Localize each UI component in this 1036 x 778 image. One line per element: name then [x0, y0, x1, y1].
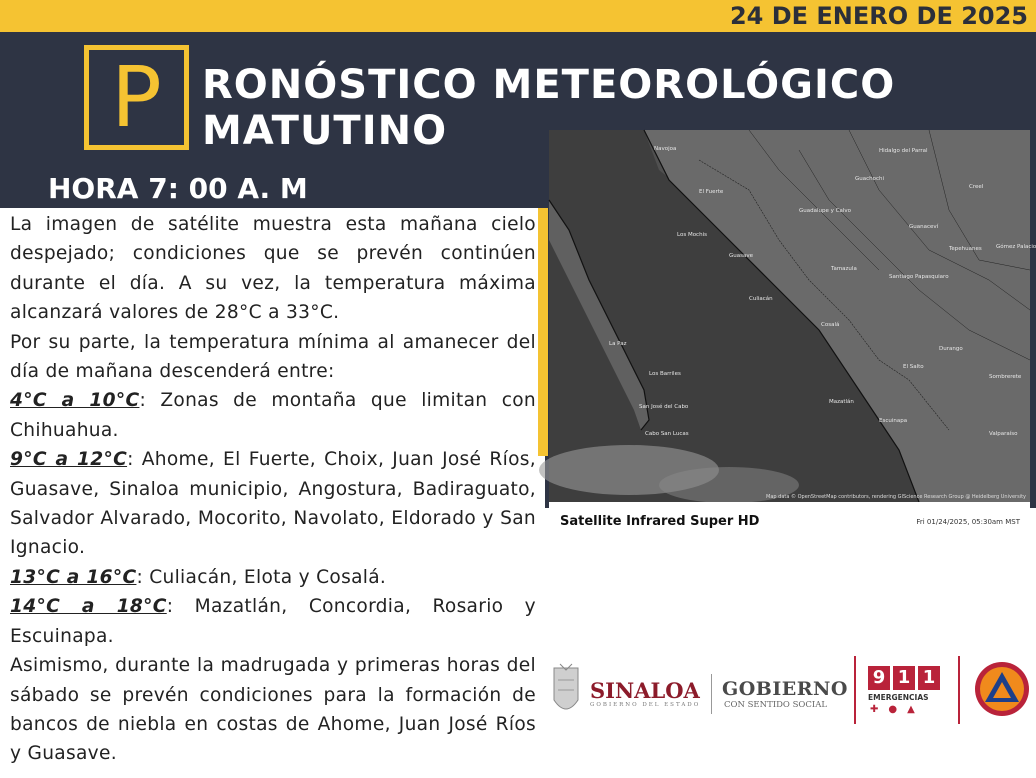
svg-text:El Salto: El Salto: [903, 364, 924, 370]
range-zones: : Ahome, El Fuerte, Choix, Juan José Ríos, Guasave, Sinaloa municipio, Angostura, Badiraguato, Salvador Alvarado, Mocorito, Navolato, Eldorado y San Ignacio.: [10, 449, 536, 559]
title-line-1: RONÓSTICO METEOROLÓGICO: [202, 62, 896, 108]
logo-divider: [711, 674, 712, 714]
civil-protection-icon: [973, 660, 1031, 718]
range-item: [10, 563, 536, 592]
range-zones: : Culiacán, Elota y Cosalá.: [136, 566, 387, 588]
report-date: 24 DE ENERO DE 2025: [729, 2, 1028, 30]
range-item: [10, 386, 536, 445]
title-initial-box: [84, 45, 189, 150]
forecast-time: HORA 7: 00 A. M: [48, 172, 308, 205]
svg-text:Navojoa: Navojoa: [654, 146, 677, 152]
map-credit: Map data © OpenStreetMap contributors, rendering GIScience Research Group @ Heidelberg University: [766, 494, 1026, 500]
svg-text:Tepehuanes: Tepehuanes: [949, 246, 982, 252]
svg-text:Guadalupe y Calvo: Guadalupe y Calvo: [799, 208, 851, 214]
emergency-label: EMERGENCIAS: [868, 693, 929, 702]
range-value: 14°C a 18°C: [10, 596, 167, 618]
emergency-digit: 1: [893, 666, 915, 690]
emergency-number: [868, 666, 940, 690]
sinaloa-subtitle: GOBIERNO DEL ESTADO: [590, 702, 701, 708]
satellite-timestamp: Fri 01/24/2025, 05:30am MST: [916, 518, 1020, 526]
svg-text:San José del Cabo: San José del Cabo: [639, 404, 689, 410]
logo-footer: [548, 652, 1036, 730]
title-line-2: MATUTINO: [202, 108, 448, 154]
svg-text:Gómez Palacio: Gómez Palacio: [996, 244, 1036, 250]
range-zones: : Mazatlán, Concordia, Rosario y Escuinapa.: [10, 596, 536, 647]
range-item: [10, 445, 536, 563]
svg-text:Tamazula: Tamazula: [831, 266, 857, 272]
title-initial: P: [111, 48, 162, 146]
paragraph-sky: La imagen de satélite muestra esta mañana cielo despejado; condiciones que se prevén continúen durante el día. A su vez, la temperatura máxima alcanzará valores de 28°C a 33°C.: [10, 214, 536, 324]
svg-text:Los Barriles: Los Barriles: [649, 371, 681, 377]
svg-text:La Paz: La Paz: [609, 341, 627, 347]
svg-text:Hidalgo del Parral: Hidalgo del Parral: [879, 148, 928, 154]
svg-text:Cosalá: Cosalá: [821, 322, 840, 328]
range-zones: : Zonas de montaña que limitan con Chihuahua.: [10, 390, 536, 441]
satellite-map: [549, 130, 1036, 502]
svg-text:Durango: Durango: [939, 346, 963, 352]
range-item: [10, 592, 536, 651]
range-value: 13°C a 16°C: [10, 566, 137, 588]
logo-divider: [958, 656, 960, 724]
range-value: 9°C a 12°C: [10, 449, 128, 471]
svg-text:Culiacán: Culiacán: [749, 296, 773, 302]
satellite-image: [549, 130, 1036, 502]
top-date-band: [0, 0, 1036, 32]
satellite-caption: Satellite Infrared Super HD: [560, 514, 760, 529]
forecast-text: [10, 210, 536, 769]
paragraph-fog: Asimismo, durante la madrugada y primeras horas del sábado se prevén condiciones para la formación de bancos de niebla en costas de Ahome, Juan José Ríos y Guasave.: [10, 655, 536, 765]
state-shield-icon: [550, 662, 582, 720]
svg-text:Escuinapa: Escuinapa: [879, 418, 908, 424]
svg-text:Mazatlán: Mazatlán: [829, 399, 854, 405]
svg-text:Guanaceví: Guanaceví: [909, 224, 939, 230]
svg-text:Los Mochis: Los Mochis: [677, 232, 707, 238]
svg-text:El Fuerte: El Fuerte: [699, 189, 724, 195]
svg-text:Guachochi: Guachochi: [855, 176, 885, 182]
emergency-digit: 9: [868, 666, 890, 690]
accent-stripe: [538, 208, 548, 456]
svg-text:Guasave: Guasave: [729, 253, 753, 259]
range-value: 4°C a 10°C: [10, 390, 140, 412]
svg-text:Santiago Papasquiaro: Santiago Papasquiaro: [889, 274, 949, 280]
svg-text:Valparaíso: Valparaíso: [989, 431, 1018, 437]
emergency-icons: ✚●▲: [870, 704, 925, 715]
sinaloa-logo: SINALOA: [590, 678, 700, 703]
gobierno-subtitle: CON SENTIDO SOCIAL: [724, 700, 828, 710]
svg-text:Creel: Creel: [969, 184, 984, 190]
emergency-911-logo: [868, 666, 940, 720]
logo-divider: [854, 656, 856, 724]
emergency-digit: 1: [918, 666, 940, 690]
paragraph-min-temp: Por su parte, la temperatura mínima al amanecer del día de mañana descenderá entre:: [10, 331, 536, 383]
gobierno-logo: GOBIERNO: [722, 678, 848, 700]
svg-text:Sombrerete: Sombrerete: [989, 374, 1022, 380]
svg-text:Cabo San Lucas: Cabo San Lucas: [645, 431, 689, 437]
